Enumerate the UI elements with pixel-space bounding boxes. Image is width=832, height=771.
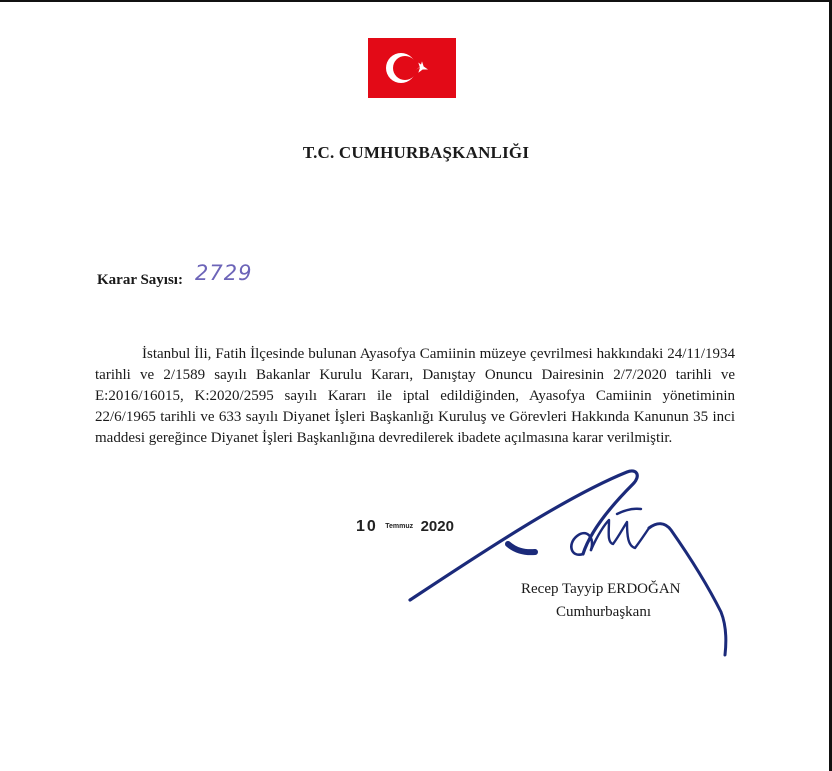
page-title: T.C. CUMHURBAŞKANLIĞI [302, 143, 530, 162]
date-stamp-month: Temmuz [385, 523, 414, 531]
date-stamp-day: 10 [356, 518, 378, 535]
date-stamp-year: 2020 [420, 518, 454, 535]
decision-number-value: 2729 [195, 261, 253, 285]
decision-body-paragraph: İstanbul İli, Fatih İlçesinde bulunan Ayasofya Camiinin müzeye çevrilmesi hakkındaki 24/11/1934 tarihli ve 2/1589 sayılı Bakanlar Kurulu Kararı, Danıştay Onuncu Dairesinin 2/7/2020 tarihli ve E:2016/16015, K:2020/2595 sayılı Kararı ile iptal edildiğinden, Ayasofya Camiinin yönetiminin 22/6/1965 tarihli ve 633 sayılı Diyanet İşleri Başkanlığı Kuruluş ve Görevleri Hakkında Kanunun 35 inci maddesi gereğince Diyanet İşleri Başkanlığına devredilerek ibadete açılmasına karar verilmiştir. [95, 346, 735, 446]
turkish-flag-icon [368, 38, 456, 98]
signer-title: Cumhurbaşkanı [556, 604, 651, 620]
decision-number-label: Karar Sayısı: [97, 272, 183, 288]
page-border-top [0, 0, 832, 2]
signer-name: Recep Tayyip ERDOĞAN [521, 581, 681, 597]
handwritten-signature-icon [395, 462, 735, 662]
